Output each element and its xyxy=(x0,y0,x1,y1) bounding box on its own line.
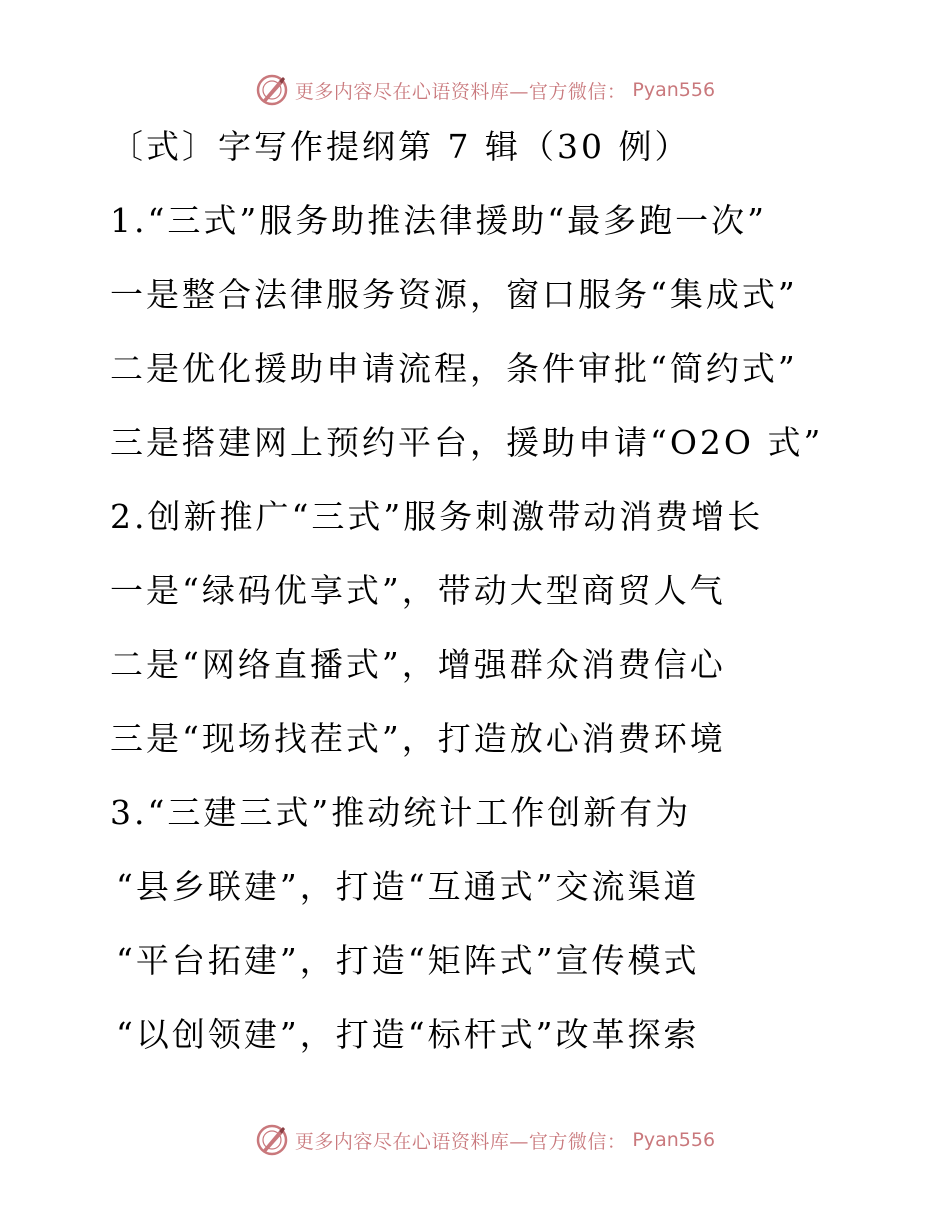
document-title: 〔式〕字写作提纲第 7 辑（30 例） xyxy=(110,127,691,166)
footer-watermark-banner xyxy=(0,1120,950,1160)
outline-item: 一是“绿码优享式”，带动大型商贸人气 xyxy=(110,571,726,610)
outline-item: “以创领建”，打造“标杆式”改革探索 xyxy=(116,1015,700,1054)
outline-item: 一是整合法律服务资源，窗口服务“集成式” xyxy=(110,275,798,314)
pen-seal-icon xyxy=(255,1123,289,1157)
pen-seal-icon xyxy=(255,73,289,107)
outline-item: 二是优化援助申请流程，条件审批“简约式” xyxy=(110,349,798,388)
outline-item: 三是“现场找茬式”，打造放心消费环境 xyxy=(110,719,726,758)
watermark-brand: Pyan556 xyxy=(632,79,716,101)
section-heading-3: 3.“三建三式”推动统计工作创新有为 xyxy=(110,793,692,832)
section-heading-1: 1.“三式”服务助推法律援助“最多跑一次” xyxy=(110,201,767,240)
outline-item: 三是搭建网上预约平台，援助申请“O2O 式” xyxy=(110,423,824,462)
outline-item: “县乡联建”，打造“互通式”交流渠道 xyxy=(116,867,700,906)
watermark-text: 更多内容尽在心语资料库—官方微信： xyxy=(294,1130,627,1153)
header-watermark-banner xyxy=(0,70,950,110)
document-body xyxy=(110,120,910,1082)
watermark-text: 更多内容尽在心语资料库—官方微信： xyxy=(294,80,627,103)
watermark-brand: Pyan556 xyxy=(632,1129,716,1151)
section-heading-2: 2.创新推广“三式”服务刺激带动消费增长 xyxy=(110,497,764,536)
outline-item: 二是“网络直播式”，增强群众消费信心 xyxy=(110,645,726,684)
outline-item: “平台拓建”，打造“矩阵式”宣传模式 xyxy=(116,941,700,980)
